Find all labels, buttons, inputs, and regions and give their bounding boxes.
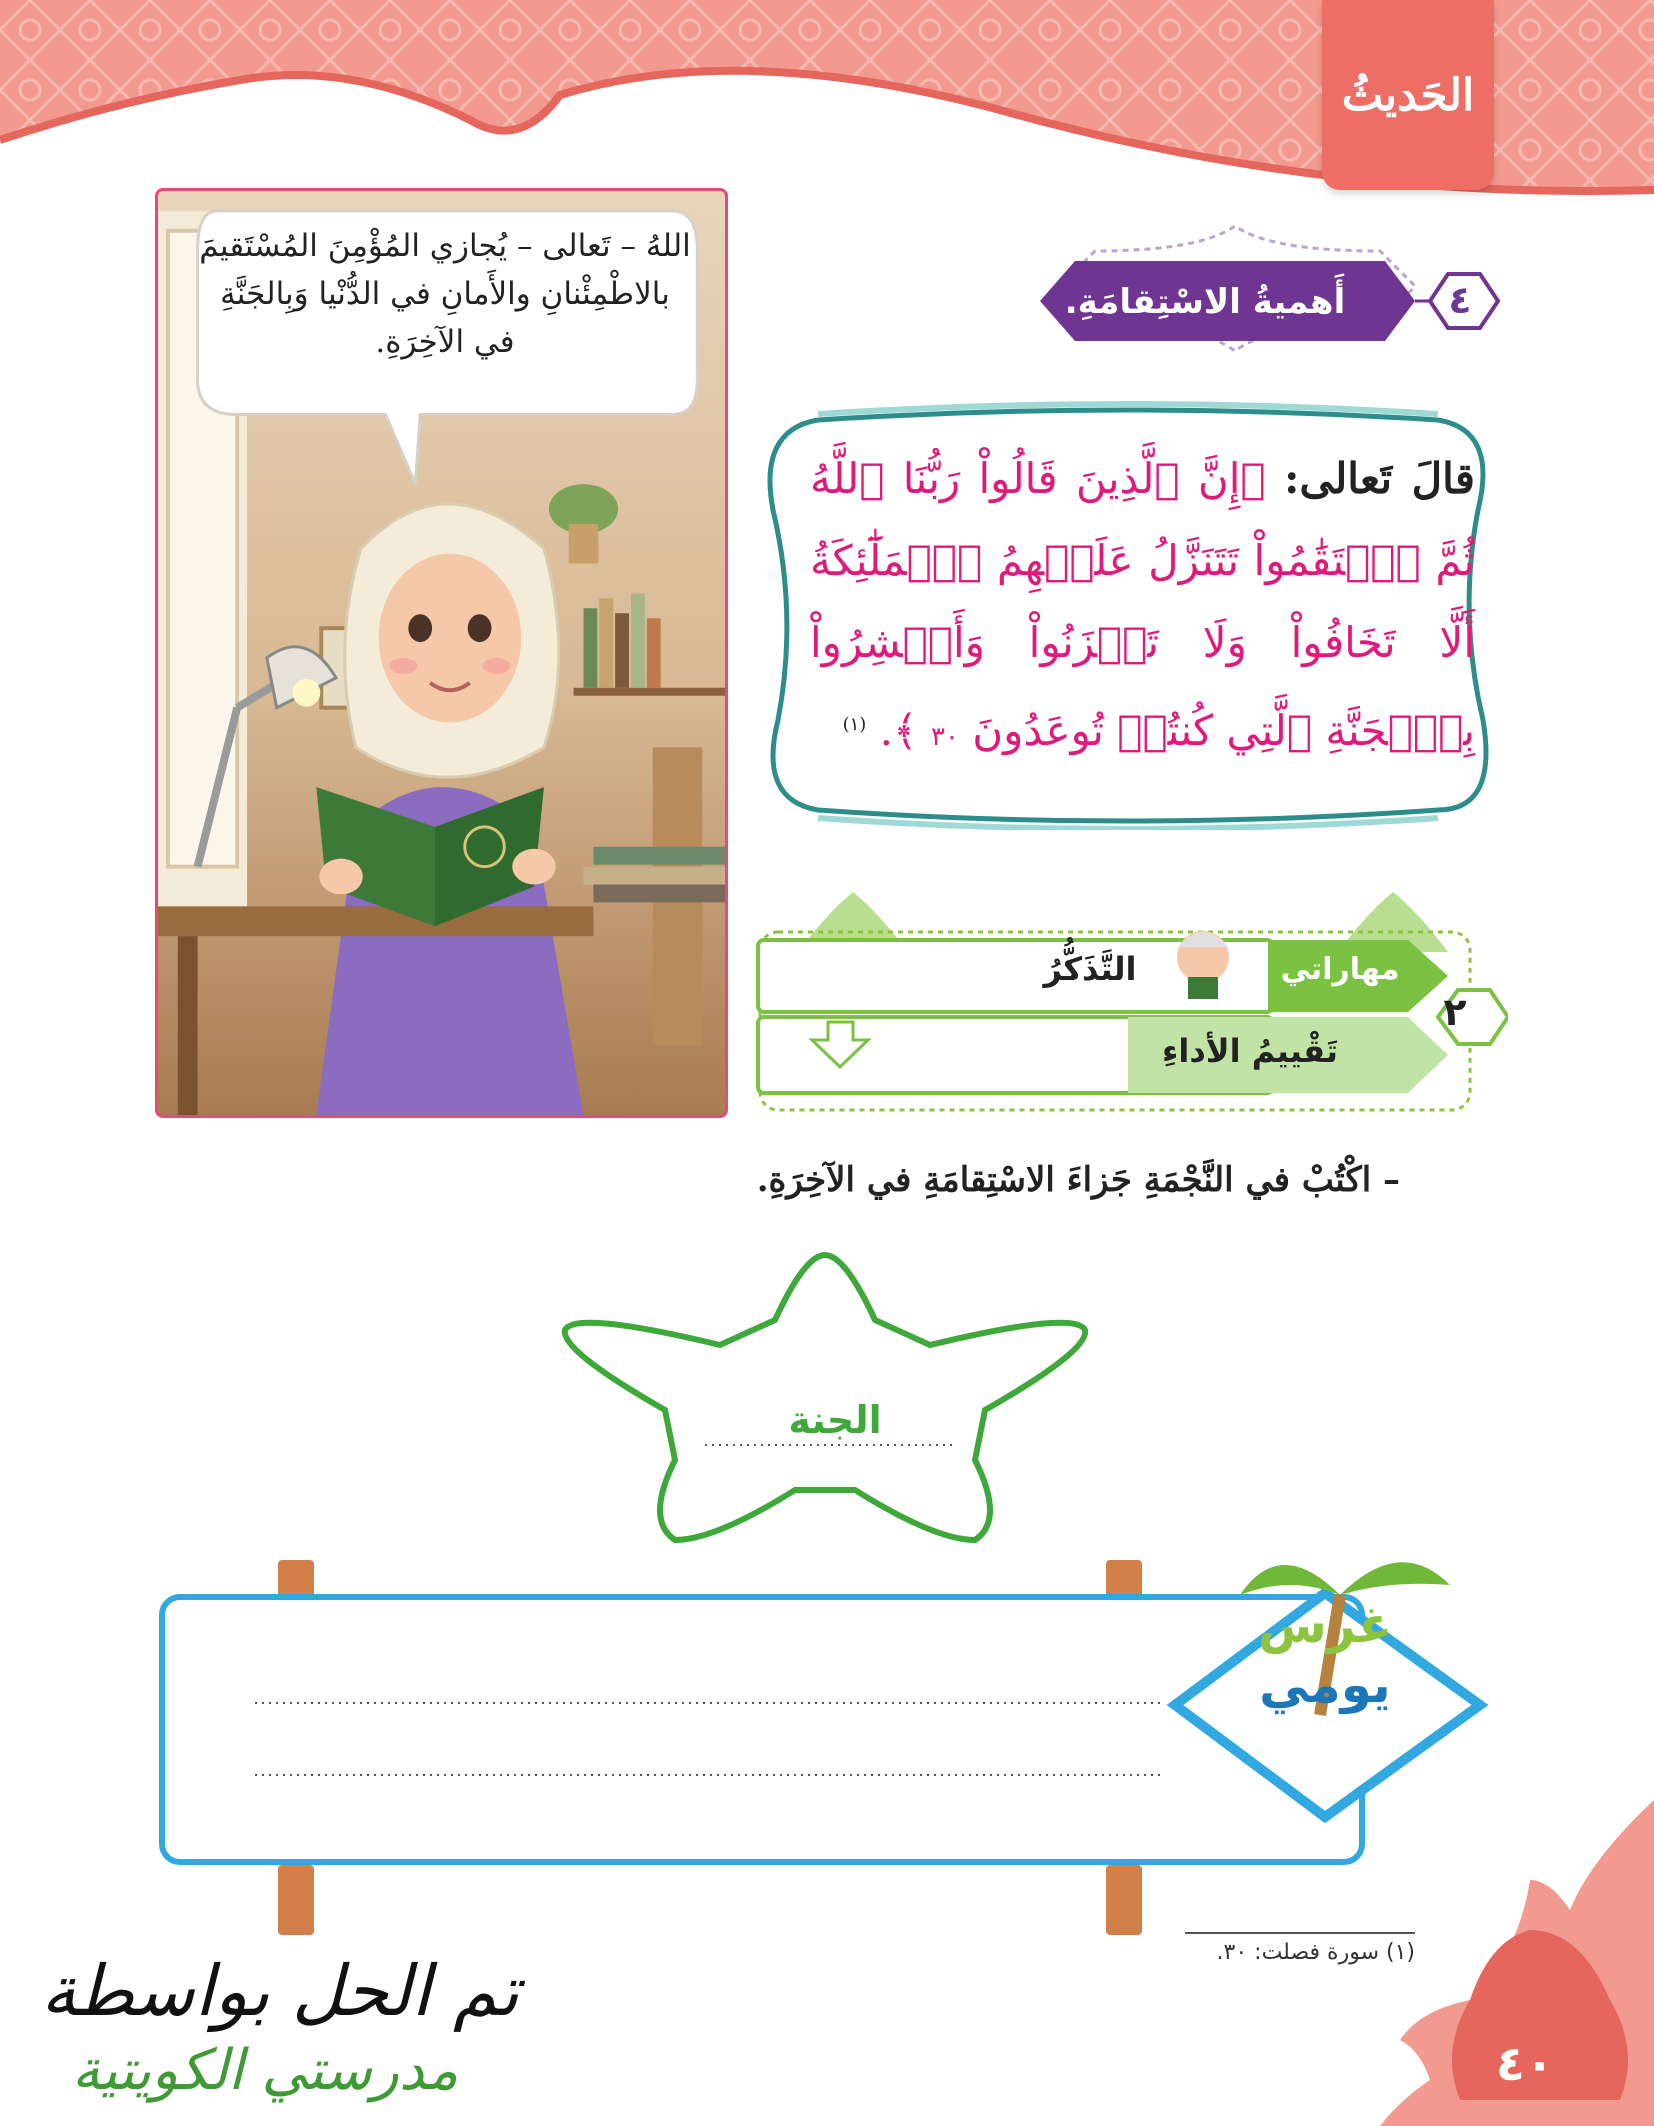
page-number: ٤٠: [1495, 2036, 1555, 2092]
ayah-number: ٣٠: [930, 722, 959, 752]
skills-number: ٢: [1443, 990, 1467, 1034]
star-answer-text[interactable]: الجنة: [788, 1398, 882, 1442]
lesson-number: ٤: [1448, 278, 1472, 322]
handwritten-signature-line-2: مدرستي الكويتية: [71, 2038, 459, 2103]
lesson-heading: أَهميةُ الاسْتِقامَةِ.: [1064, 282, 1346, 322]
section-title: الحَديثُ: [1341, 70, 1475, 121]
footnote: (١) سورة فصلت: ٣٠.: [1216, 1940, 1415, 1965]
daily-habit-title-1: غرس: [1257, 1596, 1393, 1654]
skill-remembering: التَّذَكُّرُ: [1043, 950, 1137, 988]
speech-bubble-text: اللهُ – تَعالى – يُجازي المُؤْمِنَ المُسْتَقيمَ بالاطْمِئْنانِ والأَمانِ في الدُّنْيا وَبِالجَنَّةِ في الآخِرَةِ.: [199, 228, 691, 360]
handwritten-signature-line-1: تم الحل بواسطة: [40, 1950, 520, 2032]
skills-panel: [748, 872, 1508, 1122]
daily-habit-title-2: يومي: [1259, 1656, 1391, 1714]
quran-verse: [810, 438, 1475, 778]
verse-closing: ﴾.: [879, 706, 918, 755]
verse-intro: قالَ تَعالى:: [1283, 454, 1475, 503]
skills-title: مهاراتي: [1280, 952, 1400, 987]
exercise-instruction: – اكْتُبْ في النَّجْمَةِ جَزاءَ الاسْتِقامَةِ في الآخِرَةِ.: [756, 1160, 1400, 1200]
verse-body: ﴿إِنَّ ٱلَّذِينَ قَالُواْ رَبُّنَا ٱللَّهُ ثُمَّ ٱسۡتَقَٰمُواْ تَتَنَزَّلُ عَلَيۡهِمُ ٱلۡمَلَٰٓئِكَةُ أَلَّا تَخَافُواْ وَلَا تَحۡزَنُواْ وَأَبۡشِرُواْ بِٱلۡجَنَّةِ ٱلَّتِي كُنتُمۡ تُوعَدُونَ: [810, 454, 1475, 755]
footnote-reference: (١): [842, 714, 867, 735]
skill-self-assessment: تَقْييمُ الأداءِ: [1162, 1032, 1338, 1070]
